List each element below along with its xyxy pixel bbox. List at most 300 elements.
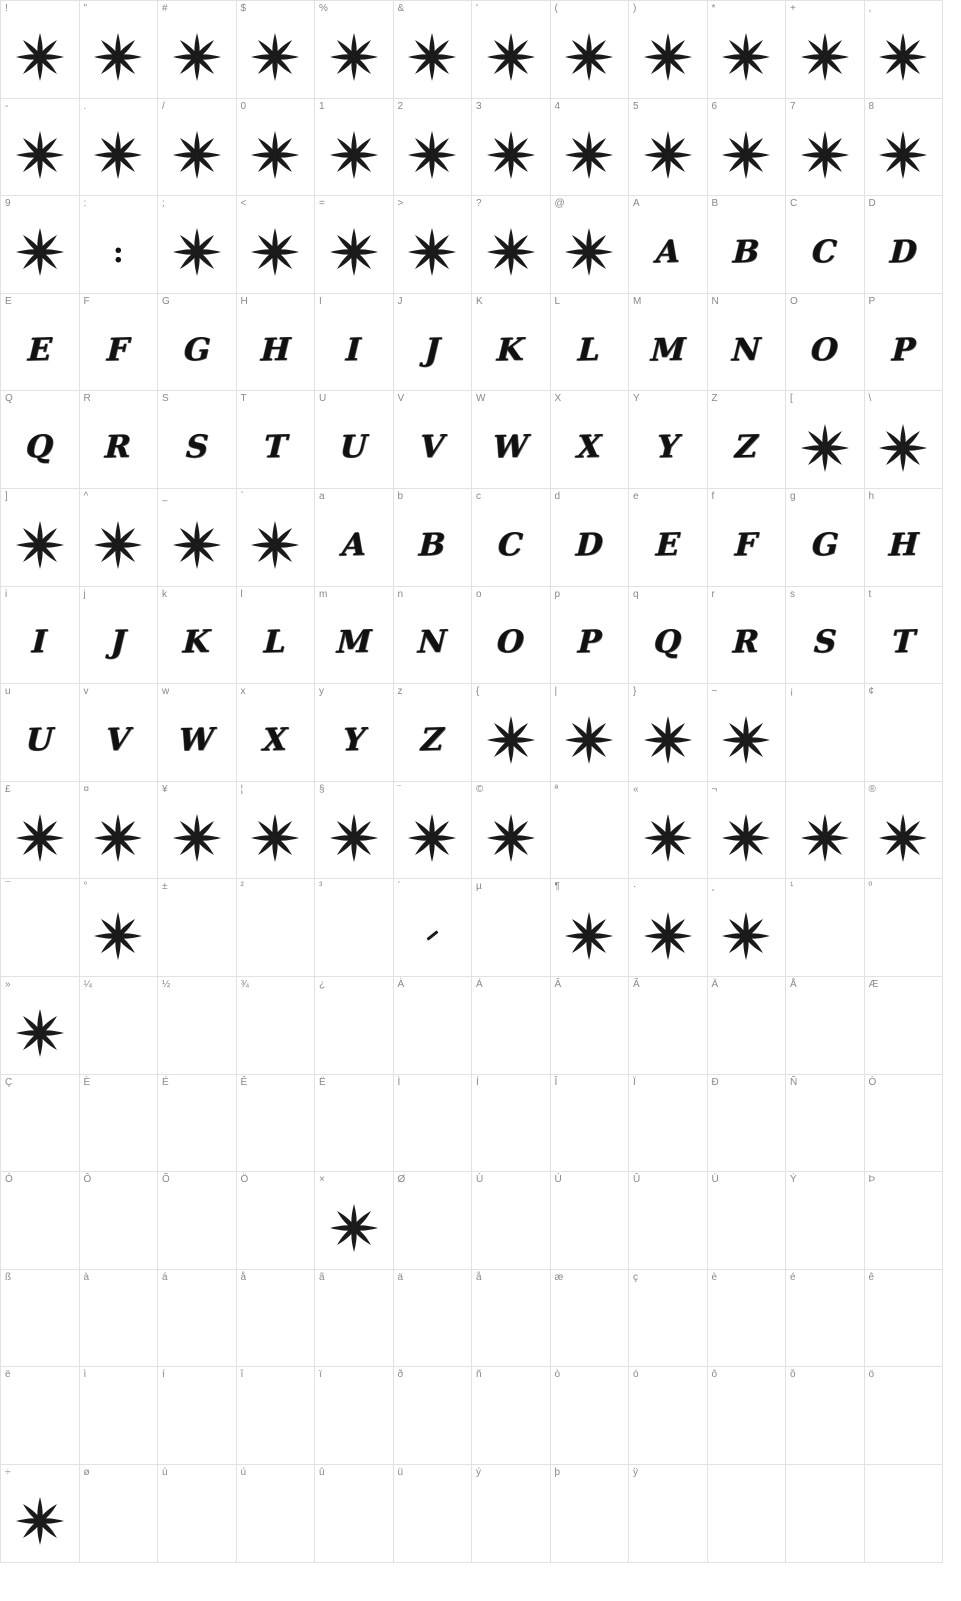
letter-glyph <box>315 603 393 684</box>
charmap-cell[interactable] <box>551 1367 630 1465</box>
charmap-cell[interactable] <box>315 782 394 880</box>
empty-glyph <box>551 1188 629 1269</box>
charmap-cell[interactable] <box>394 1075 473 1173</box>
charmap-cell[interactable] <box>158 879 237 977</box>
charmap-cell[interactable] <box>865 391 944 489</box>
charmap-cell[interactable] <box>237 879 316 977</box>
charmap-cell[interactable] <box>80 1172 159 1270</box>
charmap-cell[interactable] <box>551 294 630 392</box>
empty-glyph <box>629 1383 707 1464</box>
charmap-cell[interactable] <box>551 684 630 782</box>
charmap-cell[interactable] <box>708 1 787 99</box>
charmap-cell[interactable] <box>472 782 551 880</box>
char-code-label: Z <box>711 393 718 405</box>
charmap-cell[interactable] <box>394 196 473 294</box>
charmap-cell[interactable] <box>237 1465 316 1563</box>
charmap-cell[interactable] <box>237 1367 316 1465</box>
letter-glyph <box>551 505 629 586</box>
letter-glyph-text: R <box>104 428 132 466</box>
asterisk-burst-glyph <box>158 212 236 293</box>
char-code-label: ¦ <box>240 783 244 795</box>
charmap-cell[interactable] <box>472 1465 551 1563</box>
charmap-cell[interactable] <box>786 196 865 294</box>
char-code-label: æ <box>554 1271 564 1283</box>
charmap-cell[interactable] <box>158 1367 237 1465</box>
charmap-cell[interactable] <box>629 977 708 1075</box>
char-code-label: î <box>240 1369 244 1381</box>
char-code-label: ¢ <box>868 686 875 698</box>
charmap-cell[interactable] <box>708 294 787 392</box>
charmap-cell[interactable] <box>394 1 473 99</box>
charmap-cell[interactable] <box>80 1075 159 1173</box>
char-code-label: û <box>319 1466 325 1478</box>
empty-glyph <box>315 993 393 1074</box>
charmap-cell[interactable] <box>708 196 787 294</box>
char-code-label: ø <box>83 1466 90 1478</box>
char-code-label: ° <box>83 881 88 893</box>
charmap-cell[interactable] <box>315 879 394 977</box>
charmap-cell[interactable] <box>80 99 159 197</box>
charmap-cell[interactable] <box>315 99 394 197</box>
empty-glyph <box>551 1383 629 1464</box>
asterisk-burst-glyph <box>629 17 707 98</box>
charmap-cell[interactable] <box>708 1465 787 1563</box>
charmap-cell[interactable] <box>472 879 551 977</box>
char-code-label: z <box>397 686 403 698</box>
char-code-label: N <box>711 295 719 307</box>
charmap-cell[interactable] <box>158 1465 237 1563</box>
letter-glyph <box>472 407 550 488</box>
letter-glyph-text: M <box>335 623 372 661</box>
charmap-cell[interactable] <box>80 782 159 880</box>
charmap-cell[interactable] <box>394 587 473 685</box>
charmap-cell[interactable] <box>80 196 159 294</box>
charmap-cell[interactable] <box>629 99 708 197</box>
charmap-cell[interactable] <box>472 196 551 294</box>
charmap-cell[interactable] <box>158 294 237 392</box>
charmap-cell[interactable] <box>237 587 316 685</box>
char-code-label: Â <box>554 978 562 990</box>
charmap-cell[interactable] <box>315 1 394 99</box>
empty-glyph <box>237 1286 315 1367</box>
charmap-cell[interactable] <box>1 1075 80 1173</box>
charmap-cell[interactable] <box>158 196 237 294</box>
charmap-cell[interactable] <box>472 684 551 782</box>
asterisk-burst-glyph <box>237 798 315 879</box>
charmap-cell[interactable] <box>708 587 787 685</box>
letter-glyph-text: X <box>262 721 289 759</box>
charmap-cell[interactable] <box>629 1172 708 1270</box>
char-code-label: [ <box>790 393 793 405</box>
empty-glyph <box>865 1286 943 1367</box>
charmap-cell[interactable] <box>472 1270 551 1368</box>
char-code-label: 0 <box>240 100 247 112</box>
charmap-cell[interactable] <box>629 879 708 977</box>
charmap-cell[interactable] <box>394 1270 473 1368</box>
asterisk-burst-glyph <box>865 407 943 488</box>
char-code-label: = <box>319 198 325 210</box>
charmap-cell[interactable] <box>158 1172 237 1270</box>
asterisk-burst-glyph <box>80 115 158 196</box>
charmap-cell[interactable] <box>1 1465 80 1563</box>
charmap-cell[interactable] <box>237 782 316 880</box>
empty-glyph <box>472 1286 550 1367</box>
charmap-cell[interactable] <box>472 294 551 392</box>
char-code-label: v <box>83 686 89 698</box>
charmap-cell[interactable] <box>551 196 630 294</box>
char-code-label: n <box>397 588 404 600</box>
charmap-cell[interactable] <box>237 1172 316 1270</box>
charmap-cell[interactable] <box>551 489 630 587</box>
charmap-cell[interactable] <box>315 977 394 1075</box>
empty-glyph <box>237 1481 315 1562</box>
charmap-cell[interactable] <box>1 1172 80 1270</box>
charmap-cell[interactable] <box>158 1270 237 1368</box>
charmap-cell[interactable] <box>394 684 473 782</box>
char-code-label: õ <box>790 1369 796 1381</box>
asterisk-burst-glyph <box>629 798 707 879</box>
charmap-cell[interactable] <box>158 391 237 489</box>
empty-glyph <box>1 895 79 976</box>
letter-glyph-text: W <box>178 721 215 759</box>
charmap-cell[interactable] <box>708 879 787 977</box>
charmap-cell[interactable] <box>551 1075 630 1173</box>
charmap-cell[interactable] <box>315 1367 394 1465</box>
charmap-cell[interactable] <box>786 684 865 782</box>
empty-glyph <box>708 1481 786 1562</box>
charmap-cell[interactable] <box>237 196 316 294</box>
asterisk-burst-glyph <box>1 798 79 879</box>
charmap-cell[interactable] <box>237 684 316 782</box>
charmap-cell[interactable] <box>786 1172 865 1270</box>
charmap-cell[interactable] <box>237 489 316 587</box>
empty-glyph <box>865 1188 943 1269</box>
charmap-cell[interactable] <box>315 391 394 489</box>
asterisk-burst-glyph <box>629 115 707 196</box>
char-code-label: « <box>633 783 639 795</box>
charmap-cell[interactable] <box>629 489 708 587</box>
empty-glyph <box>786 700 864 781</box>
charmap-cell[interactable] <box>865 1075 944 1173</box>
charmap-cell[interactable] <box>472 489 551 587</box>
char-code-label: è <box>711 1271 718 1283</box>
char-code-label: © <box>476 783 484 795</box>
charmap-cell[interactable] <box>865 879 944 977</box>
char-code-label: ç <box>633 1271 638 1283</box>
charmap-cell[interactable] <box>1 391 80 489</box>
charmap-cell[interactable] <box>315 489 394 587</box>
char-code-label: Û <box>633 1174 641 1186</box>
charmap-cell[interactable] <box>1 1270 80 1368</box>
charmap-cell[interactable] <box>551 1 630 99</box>
charmap-cell[interactable] <box>1 782 80 880</box>
charmap-cell[interactable] <box>80 391 159 489</box>
charmap-cell[interactable] <box>1 196 80 294</box>
charmap-cell[interactable] <box>315 294 394 392</box>
char-code-label: ì <box>83 1369 87 1381</box>
charmap-cell[interactable] <box>80 879 159 977</box>
charmap-cell[interactable] <box>237 391 316 489</box>
charmap-cell[interactable] <box>315 684 394 782</box>
charmap-cell[interactable] <box>786 1367 865 1465</box>
charmap-cell[interactable] <box>80 1465 159 1563</box>
empty-glyph <box>472 1481 550 1562</box>
charmap-cell[interactable] <box>865 294 944 392</box>
charmap-cell[interactable] <box>237 1 316 99</box>
charmap-cell[interactable] <box>158 977 237 1075</box>
charmap-cell[interactable] <box>865 489 944 587</box>
charmap-cell[interactable] <box>472 1 551 99</box>
charmap-cell[interactable] <box>394 391 473 489</box>
charmap-cell[interactable] <box>708 391 787 489</box>
charmap-cell[interactable] <box>865 1465 944 1563</box>
charmap-cell[interactable] <box>786 587 865 685</box>
char-code-label: T <box>240 393 247 405</box>
charmap-cell[interactable] <box>1 587 80 685</box>
letter-glyph <box>786 603 864 684</box>
char-code-label: e <box>633 490 639 502</box>
charmap-cell[interactable] <box>472 1367 551 1465</box>
charmap-cell[interactable] <box>551 977 630 1075</box>
char-code-label: É <box>162 1076 169 1088</box>
charmap-cell[interactable] <box>786 879 865 977</box>
charmap-cell[interactable] <box>394 782 473 880</box>
charmap-cell[interactable] <box>629 1 708 99</box>
charmap-cell[interactable] <box>1 489 80 587</box>
empty-glyph <box>708 993 786 1074</box>
char-code-label: ! <box>5 3 8 14</box>
charmap-cell[interactable] <box>394 1172 473 1270</box>
charmap-cell[interactable] <box>551 587 630 685</box>
charmap-cell[interactable] <box>315 587 394 685</box>
charmap-cell[interactable] <box>865 782 944 880</box>
charmap-cell[interactable] <box>394 489 473 587</box>
char-code-label: Í <box>476 1076 479 1088</box>
charmap-cell[interactable] <box>237 1270 316 1368</box>
char-code-label: A <box>633 198 640 210</box>
empty-glyph <box>865 895 943 976</box>
asterisk-burst-glyph <box>551 17 629 98</box>
empty-glyph <box>708 1383 786 1464</box>
charmap-cell[interactable] <box>158 587 237 685</box>
charmap-cell[interactable] <box>786 1270 865 1368</box>
charmap-cell[interactable] <box>315 1172 394 1270</box>
char-code-label: ö <box>868 1369 875 1381</box>
charmap-cell[interactable] <box>1 977 80 1075</box>
letter-glyph <box>80 700 158 781</box>
charmap-cell[interactable] <box>865 1270 944 1368</box>
charmap-cell[interactable] <box>786 1 865 99</box>
char-code-label: > <box>397 198 404 210</box>
asterisk-burst-glyph <box>237 212 315 293</box>
charmap-cell[interactable] <box>80 684 159 782</box>
charmap-cell[interactable] <box>551 1172 630 1270</box>
charmap-cell[interactable] <box>786 391 865 489</box>
charmap-cell[interactable] <box>80 294 159 392</box>
charmap-cell[interactable] <box>786 1465 865 1563</box>
charmap-cell[interactable] <box>1 1 80 99</box>
char-code-label: 2 <box>397 100 404 112</box>
empty-glyph <box>237 1091 315 1172</box>
char-code-label: ® <box>868 783 876 795</box>
charmap-cell[interactable] <box>629 684 708 782</box>
charmap-cell[interactable] <box>865 1367 944 1465</box>
char-code-label: " <box>83 3 88 14</box>
charmap-cell[interactable] <box>708 1367 787 1465</box>
char-code-label: < <box>240 198 247 210</box>
charmap-cell[interactable] <box>80 1367 159 1465</box>
charmap-cell[interactable] <box>865 1172 944 1270</box>
charmap-cell[interactable] <box>80 1 159 99</box>
charmap-cell[interactable] <box>472 1075 551 1173</box>
charmap-cell[interactable] <box>629 1075 708 1173</box>
charmap-cell[interactable] <box>1 879 80 977</box>
charmap-cell[interactable] <box>158 782 237 880</box>
charmap-cell[interactable] <box>865 587 944 685</box>
charmap-cell[interactable] <box>708 99 787 197</box>
charmap-cell[interactable] <box>551 99 630 197</box>
charmap-cell[interactable] <box>237 99 316 197</box>
asterisk-burst-glyph <box>394 212 472 293</box>
charmap-cell[interactable] <box>865 196 944 294</box>
char-code-label: ò <box>554 1369 561 1381</box>
char-code-label: Ï <box>633 1076 636 1088</box>
charmap-cell[interactable] <box>472 99 551 197</box>
charmap-cell[interactable] <box>158 1 237 99</box>
charmap-cell[interactable] <box>786 977 865 1075</box>
charmap-cell[interactable] <box>237 1075 316 1173</box>
charmap-cell[interactable] <box>708 1270 787 1368</box>
asterisk-burst-glyph <box>1 115 79 196</box>
asterisk-burst-glyph <box>472 115 550 196</box>
charmap-cell[interactable] <box>786 782 865 880</box>
charmap-cell[interactable] <box>1 99 80 197</box>
charmap-cell[interactable] <box>708 684 787 782</box>
charmap-cell[interactable] <box>629 782 708 880</box>
charmap-cell[interactable] <box>629 587 708 685</box>
charmap-cell[interactable] <box>865 1 944 99</box>
charmap-cell[interactable] <box>865 977 944 1075</box>
char-code-label: å <box>476 1271 482 1283</box>
charmap-cell[interactable] <box>786 99 865 197</box>
char-code-label: ( <box>554 3 558 14</box>
charmap-cell[interactable] <box>237 294 316 392</box>
charmap-cell[interactable] <box>708 489 787 587</box>
charmap-cell[interactable] <box>315 1075 394 1173</box>
charmap-cell[interactable] <box>786 1075 865 1173</box>
charmap-cell[interactable] <box>708 1075 787 1173</box>
char-code-label: % <box>319 3 328 14</box>
charmap-cell[interactable] <box>708 977 787 1075</box>
charmap-cell[interactable] <box>551 1465 630 1563</box>
charmap-cell[interactable] <box>80 1270 159 1368</box>
letter-glyph <box>629 603 707 684</box>
letter-glyph-text: B <box>732 233 761 271</box>
charmap-cell[interactable] <box>394 879 473 977</box>
charmap-cell[interactable] <box>629 294 708 392</box>
empty-glyph <box>315 1286 393 1367</box>
charmap-cell[interactable] <box>158 1075 237 1173</box>
charmap-cell[interactable] <box>80 587 159 685</box>
empty-glyph <box>551 1286 629 1367</box>
letter-glyph-text: G <box>182 331 211 368</box>
asterisk-burst-glyph <box>1 212 79 293</box>
charmap-cell[interactable] <box>472 391 551 489</box>
charmap-cell[interactable] <box>472 587 551 685</box>
charmap-cell[interactable] <box>551 782 630 880</box>
char-code-label: C <box>790 198 798 210</box>
letter-glyph-text: L <box>577 331 601 368</box>
charmap-cell[interactable] <box>315 196 394 294</box>
letter-glyph-text: O <box>496 624 526 661</box>
charmap-cell[interactable] <box>394 294 473 392</box>
char-code-label: ÷ <box>5 1466 11 1478</box>
asterisk-burst-glyph <box>237 505 315 586</box>
letter-glyph <box>551 310 629 391</box>
charmap-cell[interactable] <box>237 977 316 1075</box>
char-code-label: Ø <box>397 1174 406 1186</box>
charmap-cell[interactable] <box>1 1367 80 1465</box>
charmap-cell[interactable] <box>472 1172 551 1270</box>
char-code-label: ô <box>711 1369 718 1381</box>
charmap-cell[interactable] <box>80 977 159 1075</box>
charmap-cell[interactable] <box>629 391 708 489</box>
charmap-cell[interactable] <box>629 1367 708 1465</box>
charmap-cell[interactable] <box>158 684 237 782</box>
charmap-cell[interactable] <box>1 684 80 782</box>
char-code-label: é <box>790 1271 796 1283</box>
charmap-cell[interactable] <box>472 977 551 1075</box>
charmap-cell[interactable] <box>629 196 708 294</box>
letter-glyph-text: Q <box>653 624 683 661</box>
charmap-cell[interactable] <box>708 1172 787 1270</box>
charmap-cell[interactable] <box>158 489 237 587</box>
charmap-cell[interactable] <box>394 977 473 1075</box>
charmap-cell[interactable] <box>629 1465 708 1563</box>
letter-glyph <box>237 407 315 488</box>
charmap-cell[interactable] <box>394 1367 473 1465</box>
asterisk-burst-glyph <box>708 115 786 196</box>
asterisk-burst-glyph <box>158 115 236 196</box>
letter-glyph <box>708 212 786 293</box>
charmap-cell[interactable] <box>315 1465 394 1563</box>
charmap-cell[interactable] <box>551 879 630 977</box>
charmap-cell[interactable] <box>394 99 473 197</box>
charmap-cell[interactable] <box>551 1270 630 1368</box>
letter-glyph <box>394 407 472 488</box>
letter-glyph-text: B <box>418 526 447 564</box>
charmap-cell[interactable] <box>394 1465 473 1563</box>
charmap-cell[interactable] <box>80 489 159 587</box>
charmap-cell[interactable] <box>865 99 944 197</box>
charmap-cell[interactable] <box>786 294 865 392</box>
charmap-cell[interactable] <box>315 1270 394 1368</box>
asterisk-burst-glyph <box>551 700 629 781</box>
charmap-cell[interactable] <box>551 391 630 489</box>
char-code-label: Ü <box>711 1174 719 1186</box>
charmap-cell[interactable] <box>158 99 237 197</box>
charmap-cell[interactable] <box>629 1270 708 1368</box>
asterisk-burst-glyph <box>629 895 707 976</box>
empty-glyph <box>786 1188 864 1269</box>
charmap-cell[interactable] <box>708 782 787 880</box>
charmap-cell[interactable] <box>865 684 944 782</box>
asterisk-burst-glyph <box>708 700 786 781</box>
charmap-cell[interactable] <box>1 294 80 392</box>
letter-glyph-text: U <box>339 428 369 466</box>
charmap-cell[interactable] <box>786 489 865 587</box>
char-code-label: Ù <box>476 1174 484 1186</box>
